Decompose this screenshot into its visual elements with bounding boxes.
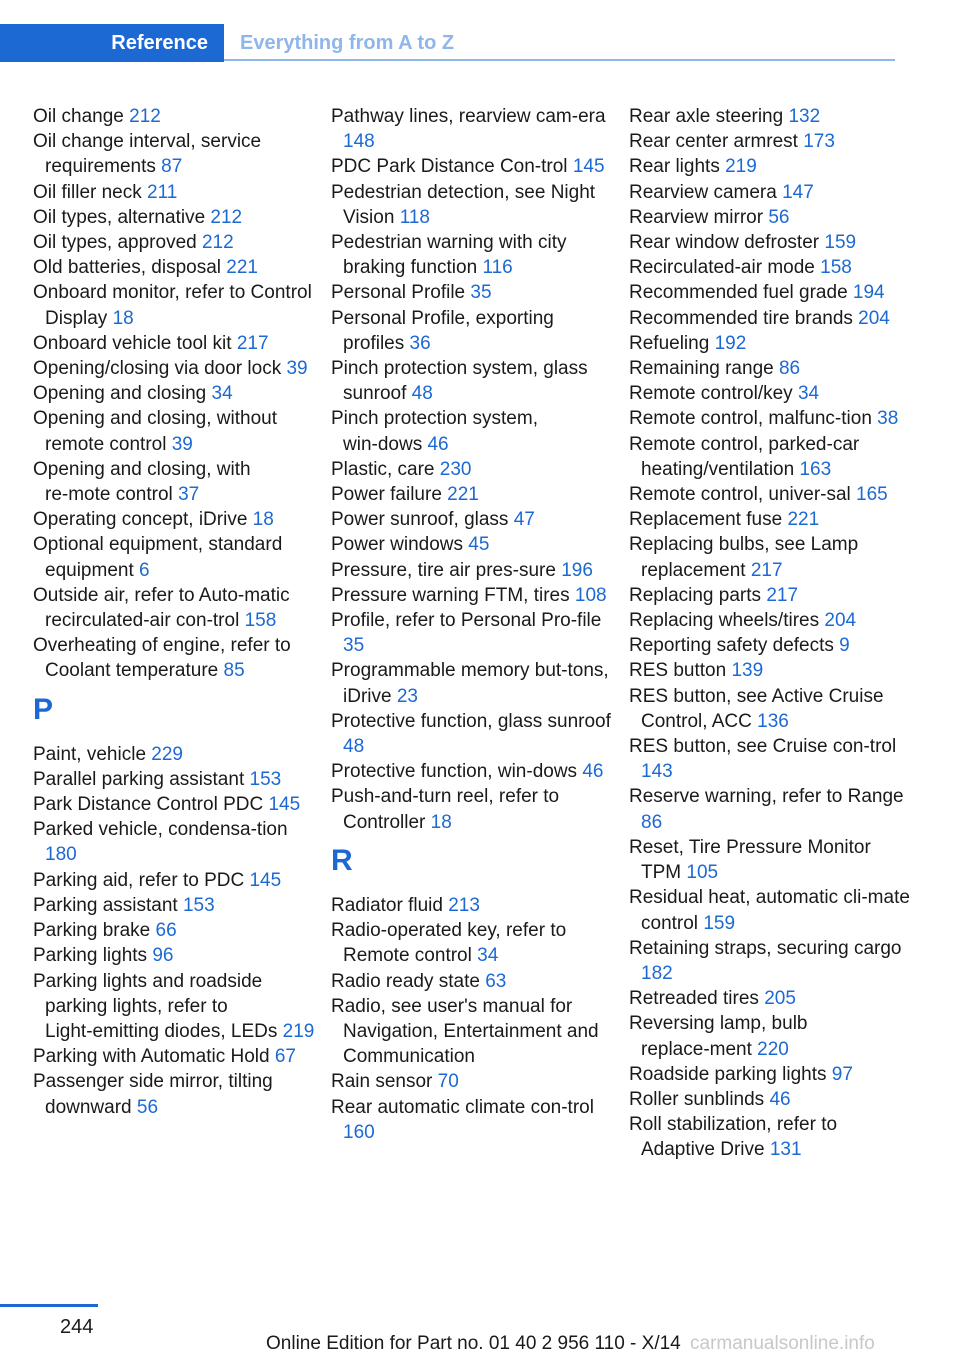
index-entry xyxy=(629,1112,914,1162)
index-entry xyxy=(331,709,616,759)
watermark: carmanualsonline.info xyxy=(690,1333,875,1354)
page-link[interactable]: 213 xyxy=(448,894,480,916)
index-term: Remote control, malfunc‑tion xyxy=(629,408,872,430)
index-entry xyxy=(33,331,318,356)
page-link[interactable]: 38 xyxy=(877,408,899,430)
page-link[interactable]: 163 xyxy=(799,458,832,480)
page-link[interactable]: 212 xyxy=(129,106,161,127)
index-term: Oil change xyxy=(33,106,124,127)
page-link[interactable]: 196 xyxy=(561,559,593,581)
index-term: Pressure, tire air pres‑sure xyxy=(331,559,556,581)
page-link[interactable]: 145 xyxy=(572,156,605,178)
index-entry xyxy=(629,684,914,734)
page-link[interactable]: 147 xyxy=(782,181,814,203)
page-link[interactable]: 220 xyxy=(757,1038,789,1060)
index-term: Refueling xyxy=(629,332,710,354)
index-entry xyxy=(629,835,914,885)
index-term: Rearview mirror xyxy=(629,206,764,228)
index-term: Remote control, parked‑car heating/ventilation xyxy=(629,433,860,480)
index-entry xyxy=(33,381,318,406)
page-link[interactable]: 34 xyxy=(211,383,233,405)
index-term: Opening and closing, without remote control xyxy=(33,408,277,455)
index-entry xyxy=(629,1087,914,1112)
index-entry xyxy=(331,406,616,456)
page-number: 244 xyxy=(60,1316,94,1338)
index-entry xyxy=(629,532,914,582)
index-entry xyxy=(629,658,914,683)
index-term: Recommended fuel grade xyxy=(629,282,848,304)
page-link[interactable]: 217 xyxy=(750,559,783,581)
index-column-2 xyxy=(331,104,616,1145)
index-entry xyxy=(33,633,318,683)
index-entry xyxy=(629,432,914,482)
page-link[interactable]: 108 xyxy=(574,584,607,606)
index-term: Reporting safety defects xyxy=(629,635,834,657)
page-link[interactable]: 48 xyxy=(411,383,433,405)
index-term: RES button xyxy=(629,660,727,682)
index-entry xyxy=(629,885,914,935)
page-link[interactable]: 34 xyxy=(797,383,820,405)
index-entry xyxy=(33,1069,318,1119)
index-entry xyxy=(331,180,616,230)
index-entry xyxy=(331,759,616,784)
index-entry xyxy=(331,658,616,708)
index-letter-heading: R xyxy=(331,843,353,877)
index-entry xyxy=(33,792,318,817)
page-link[interactable]: 217 xyxy=(766,584,799,606)
index-entry xyxy=(629,104,914,129)
page-link[interactable]: 205 xyxy=(764,988,796,1010)
page-link[interactable]: 18 xyxy=(112,307,134,329)
page-header xyxy=(0,24,895,62)
index-entry xyxy=(629,784,914,834)
index-entry xyxy=(331,104,616,154)
index-entry xyxy=(33,817,318,867)
section-tab: Reference xyxy=(0,24,224,62)
index-term: Replacing wheels/tires xyxy=(629,610,820,632)
page-link[interactable]: 9 xyxy=(839,635,850,657)
index-entry xyxy=(629,129,914,154)
index-entry xyxy=(331,154,616,179)
index-term: Parking brake xyxy=(33,920,151,942)
index-term: Oil types, alternative xyxy=(33,206,206,228)
page-link[interactable]: 118 xyxy=(399,206,430,228)
page-link[interactable]: 136 xyxy=(757,710,789,732)
index-term: Roller sunblinds xyxy=(629,1088,765,1110)
page-link[interactable]: 204 xyxy=(824,610,857,632)
index-term: Rear automatic climate con‑trol xyxy=(331,1096,594,1118)
index-term: Parking lights and roadside parking lights, refer to Light‑emitting diodes, LEDs xyxy=(33,970,278,1042)
index-entry xyxy=(331,457,616,482)
index-term: RES button, see Active Cruise Control, ACC xyxy=(629,685,884,732)
page-link[interactable]: 35 xyxy=(470,282,492,304)
page-link[interactable]: 180 xyxy=(45,844,77,866)
index-column-1 xyxy=(33,104,318,1120)
page-link[interactable]: 105 xyxy=(686,862,719,884)
index-entry xyxy=(629,406,914,431)
page-link[interactable]: 56 xyxy=(136,1096,159,1118)
page-link[interactable]: 212 xyxy=(210,206,243,228)
index-term: RES button, see Cruise con‑trol xyxy=(629,736,897,758)
page-link[interactable]: 153 xyxy=(249,768,282,790)
page-link[interactable]: 145 xyxy=(249,869,282,891)
index-entry xyxy=(33,943,318,968)
index-term: Remaining range xyxy=(629,358,774,380)
page-link[interactable]: 35 xyxy=(343,635,365,657)
index-term: Pedestrian detection, see Night Vision xyxy=(331,181,596,228)
index-term: Remote control/key xyxy=(629,383,793,405)
index-entry xyxy=(33,457,318,507)
index-term: Protective function, win‑dows xyxy=(331,761,578,783)
index-entry xyxy=(331,230,616,280)
index-entry xyxy=(629,356,914,381)
page-link[interactable]: 160 xyxy=(343,1121,375,1143)
index-term: Onboard vehicle tool kit xyxy=(33,332,232,354)
page-link[interactable]: 221 xyxy=(226,257,258,279)
index-entry xyxy=(33,230,318,255)
index-term: Parking with Automatic Hold xyxy=(33,1046,270,1068)
index-entry xyxy=(629,381,914,406)
page-link[interactable]: 37 xyxy=(178,484,200,506)
page-link[interactable]: 45 xyxy=(468,534,490,556)
page-link[interactable]: 67 xyxy=(274,1046,296,1068)
index-term: Rearview camera xyxy=(629,181,777,203)
index-term: Protective function, glass sunroof xyxy=(331,710,611,732)
page-link[interactable]: 70 xyxy=(437,1071,459,1093)
page-link[interactable]: 173 xyxy=(803,131,835,153)
index-entry xyxy=(33,406,318,456)
index-term: Rain sensor xyxy=(331,1071,433,1093)
page-link[interactable]: 34 xyxy=(477,945,499,967)
index-entry xyxy=(331,893,616,918)
page-link[interactable]: 182 xyxy=(641,962,673,984)
index-entry xyxy=(629,230,914,255)
page-link[interactable]: 116 xyxy=(482,257,513,279)
index-term: Parking aid, refer to PDC xyxy=(33,869,245,891)
index-entry xyxy=(33,104,318,129)
page-link[interactable]: 229 xyxy=(151,743,183,765)
page-link[interactable]: 211 xyxy=(147,181,178,203)
index-term: Parallel parking assistant xyxy=(33,768,245,790)
index-entry xyxy=(629,608,914,633)
index-entry xyxy=(629,986,914,1011)
index-term: Parking lights xyxy=(33,945,148,967)
index-letter-heading: P xyxy=(33,692,54,726)
index-entry xyxy=(331,583,616,608)
page-link[interactable]: 158 xyxy=(244,610,277,632)
page-link[interactable]: 46 xyxy=(582,761,604,783)
page-link[interactable]: 18 xyxy=(252,509,274,531)
index-entry xyxy=(629,154,914,179)
index-entry xyxy=(629,583,914,608)
page-link[interactable]: 159 xyxy=(703,912,736,934)
index-term: Reset, Tire Pressure Monitor TPM xyxy=(629,836,871,884)
page-link[interactable]: 86 xyxy=(778,358,801,380)
header-rule xyxy=(224,59,895,61)
index-term: Rear window defroster xyxy=(629,232,820,254)
index-entry xyxy=(331,784,616,834)
index-entry xyxy=(33,767,318,792)
index-entry xyxy=(629,633,914,658)
index-term: Old batteries, disposal xyxy=(33,257,221,279)
index-entry xyxy=(629,734,914,784)
page-link[interactable]: 23 xyxy=(396,685,418,707)
index-entry xyxy=(33,742,318,767)
index-entry xyxy=(629,255,914,280)
index-term: Oil change interval, service requirements xyxy=(33,131,262,178)
index-entry xyxy=(33,532,318,582)
page-link[interactable]: 56 xyxy=(768,206,790,228)
index-term: Radio‑operated key, refer to Remote control xyxy=(331,920,567,967)
index-term: Replacing bulbs, see Lamp replacement xyxy=(629,534,859,581)
index-term: Replacement fuse xyxy=(629,509,783,531)
index-term: Power windows xyxy=(331,534,463,556)
index-entry xyxy=(331,482,616,507)
index-term: Personal Profile xyxy=(331,282,466,304)
index-entry xyxy=(331,558,616,583)
index-entry xyxy=(629,205,914,230)
index-term: Paint, vehicle xyxy=(33,743,147,765)
index-term: Rear axle steering xyxy=(629,106,784,127)
index-entry xyxy=(33,507,318,532)
page-link[interactable]: 139 xyxy=(731,660,764,682)
index-term: Pinch protection system, glass sunroof xyxy=(331,358,588,405)
index-term: Programmable memory but‑tons, iDrive xyxy=(331,660,609,707)
edition-note: Online Edition for Part no. 01 40 2 956 110 - X/14 xyxy=(266,1333,681,1354)
page-link[interactable]: 221 xyxy=(787,509,820,531)
index-entry xyxy=(331,1069,616,1094)
index-entry xyxy=(331,306,616,356)
index-term: Operating concept, iDrive xyxy=(33,509,248,531)
index-entry xyxy=(33,868,318,893)
index-term: Power sunroof, glass xyxy=(331,509,509,531)
index-entry xyxy=(33,969,318,1045)
page-link[interactable]: 6 xyxy=(139,559,150,581)
index-term: Profile, refer to Personal Pro‑file xyxy=(331,610,602,632)
page-link[interactable]: 39 xyxy=(171,433,193,455)
page-link[interactable]: 219 xyxy=(725,156,757,178)
index-entry xyxy=(331,608,616,658)
index-entry xyxy=(629,331,914,356)
page-link[interactable]: 204 xyxy=(858,307,890,329)
index-term: Residual heat, automatic cli‑mate control xyxy=(629,887,910,934)
page-link[interactable]: 66 xyxy=(155,920,177,942)
page-link[interactable]: 217 xyxy=(236,332,269,354)
page-link[interactable]: 192 xyxy=(714,332,747,354)
index-entry xyxy=(33,129,318,179)
index-entry xyxy=(33,205,318,230)
page-link[interactable]: 18 xyxy=(430,811,452,833)
index-entry xyxy=(331,918,616,968)
page-link[interactable]: 46 xyxy=(769,1088,791,1110)
index-entry xyxy=(629,306,914,331)
index-term: PDC Park Distance Con‑trol xyxy=(331,156,568,178)
page-link[interactable]: 46 xyxy=(427,433,449,455)
page-link[interactable]: 47 xyxy=(513,509,535,531)
index-term: Replacing parts xyxy=(629,584,762,606)
index-term: Retaining straps, securing cargo xyxy=(629,937,902,959)
page-link[interactable]: 48 xyxy=(343,736,365,758)
index-entry xyxy=(331,356,616,406)
index-term: Pathway lines, rearview cam‑era xyxy=(331,106,606,127)
page-link[interactable]: 219 xyxy=(282,1020,315,1042)
index-entry xyxy=(629,1062,914,1087)
page-link[interactable]: 230 xyxy=(439,458,472,480)
index-entry xyxy=(331,280,616,305)
index-term: Rear lights xyxy=(629,156,720,178)
index-term: Overheating of engine, refer to Coolant temperature xyxy=(33,635,291,682)
page-link[interactable]: 221 xyxy=(447,484,479,506)
index-entry xyxy=(629,507,914,532)
index-entry xyxy=(629,180,914,205)
page-link[interactable]: 194 xyxy=(852,282,885,304)
index-term: Roadside parking lights xyxy=(629,1063,827,1085)
page-link[interactable]: 159 xyxy=(824,232,857,254)
index-term: Pedestrian warning with city braking function xyxy=(331,232,567,279)
index-entry xyxy=(629,1011,914,1061)
index-entry xyxy=(629,936,914,986)
index-term: Pressure warning FTM, tires xyxy=(331,584,570,606)
index-entry xyxy=(33,583,318,633)
page-link[interactable]: 153 xyxy=(182,894,215,916)
index-entry xyxy=(33,255,318,280)
page-link[interactable]: 165 xyxy=(856,484,888,506)
index-term: Push‑and‑turn reel, refer to Controller xyxy=(331,786,560,833)
page-link[interactable]: 39 xyxy=(286,358,308,380)
index-term: Personal Profile, exporting profiles xyxy=(331,307,554,354)
index-term: Radio, see user's manual for Navigation, Entertainment and Communication xyxy=(331,995,599,1068)
index-term: Parking assistant xyxy=(33,894,178,916)
index-column-3 xyxy=(629,104,914,1163)
index-term: Parked vehicle, condensa‑tion xyxy=(33,819,288,841)
index-term: Radio ready state xyxy=(331,970,480,992)
index-term: Pinch protection system, win‑dows xyxy=(331,408,538,455)
page-link[interactable]: 87 xyxy=(161,156,183,178)
index-entry xyxy=(331,994,616,1070)
index-term: Rear center armrest xyxy=(629,131,798,153)
index-entry xyxy=(331,969,616,994)
index-term: Opening and closing xyxy=(33,383,207,405)
page-link[interactable]: 145 xyxy=(268,794,301,816)
index-term: Oil filler neck xyxy=(33,181,142,203)
index-entry xyxy=(33,356,318,381)
page-link[interactable]: 86 xyxy=(641,811,663,833)
page-link[interactable]: 63 xyxy=(485,970,507,992)
index-entry xyxy=(33,918,318,943)
index-term: Recirculated‑air mode xyxy=(629,257,815,279)
page-link[interactable]: 85 xyxy=(223,660,245,682)
page-link[interactable]: 36 xyxy=(409,332,431,354)
index-term: Passenger side mirror, tilting downward xyxy=(33,1071,273,1118)
index-term: Opening/closing via door lock xyxy=(33,358,282,380)
index-term: Opening and closing, with re‑mote control xyxy=(33,458,251,506)
index-term: Recommended tire brands xyxy=(629,307,853,329)
index-term: Park Distance Control PDC xyxy=(33,794,264,816)
index-entry xyxy=(629,280,914,305)
section-title: Everything from A to Z xyxy=(240,32,455,54)
page-link[interactable]: 97 xyxy=(831,1063,853,1085)
index-entry xyxy=(629,482,914,507)
index-entry xyxy=(33,180,318,205)
page-link[interactable]: 96 xyxy=(152,945,174,967)
index-term: Plastic, care xyxy=(331,458,435,480)
page-link[interactable]: 131 xyxy=(769,1139,802,1161)
index-term: Oil types, approved xyxy=(33,232,197,254)
index-entry xyxy=(33,1044,318,1069)
index-term: Radiator fluid xyxy=(331,894,443,916)
index-entry xyxy=(33,893,318,918)
index-term: Power failure xyxy=(331,484,442,506)
page-link[interactable]: 158 xyxy=(820,257,852,279)
page-link[interactable]: 148 xyxy=(343,131,375,153)
index-term: Retreaded tires xyxy=(629,988,759,1010)
index-term: Reversing lamp, bulb replace‑ment xyxy=(629,1013,808,1060)
index-entry xyxy=(331,532,616,557)
index-entry xyxy=(331,1095,616,1145)
index-entry xyxy=(331,507,616,532)
page-link[interactable]: 212 xyxy=(201,232,234,254)
page-link[interactable]: 132 xyxy=(788,106,821,127)
index-term: Remote control, univer‑sal xyxy=(629,484,851,506)
page-link[interactable]: 143 xyxy=(641,761,673,783)
index-entry xyxy=(33,280,318,330)
index-term: Outside air, refer to Auto‑matic recirculated‑air con‑trol xyxy=(33,584,290,632)
index-term: Optional equipment, standard equipment xyxy=(33,534,283,581)
footer-rule xyxy=(0,1304,98,1307)
index-term: Reserve warning, refer to Range xyxy=(629,786,904,808)
index-term: Onboard monitor, refer to Control Display xyxy=(33,282,312,329)
index-term: Roll stabilization, refer to Adaptive Drive xyxy=(629,1114,838,1161)
